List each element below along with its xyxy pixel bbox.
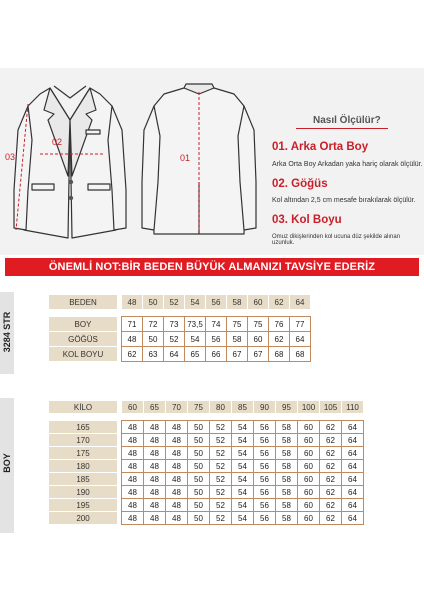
value-cell: 48 xyxy=(122,332,143,347)
size-cell: 48 xyxy=(122,460,144,473)
size-cell: 60 xyxy=(298,486,320,499)
size-cell: 64 xyxy=(342,473,364,486)
size-cell: 48 xyxy=(122,499,144,512)
size-cell: 50 xyxy=(188,434,210,447)
size-cell: 50 xyxy=(188,486,210,499)
size-cell: 48 xyxy=(166,499,188,512)
weight-header-row xyxy=(49,401,364,414)
size-cell: 56 xyxy=(254,486,276,499)
sleeve-title: 03. Kol Boyu xyxy=(272,214,342,226)
table-row xyxy=(49,434,364,447)
back-length-desc: Arka Orta Boy Arkadan yaka hariç olarak ölçülür. xyxy=(272,161,423,168)
table-row xyxy=(49,473,364,486)
size-cell: 50 xyxy=(188,460,210,473)
size-cell: 48 xyxy=(166,421,188,434)
height-row-label: 180 xyxy=(49,460,118,473)
value-cell: 56 xyxy=(206,332,227,347)
size-table-sidebar xyxy=(0,292,14,374)
front-jacket-illustration xyxy=(10,80,130,252)
size-cell: 54 xyxy=(232,434,254,447)
size-cell: 52 xyxy=(210,499,232,512)
value-cell: 76 xyxy=(269,317,290,332)
table-row xyxy=(49,317,311,332)
size-header-cell: 58 xyxy=(227,295,248,310)
size-cell: 50 xyxy=(188,512,210,525)
value-cell: 68 xyxy=(269,347,290,362)
size-cell: 56 xyxy=(254,421,276,434)
size-cell: 52 xyxy=(210,460,232,473)
size-cell: 58 xyxy=(276,499,298,512)
size-cell: 52 xyxy=(210,447,232,460)
weight-header-cell: 70 xyxy=(166,401,188,414)
size-cell: 58 xyxy=(276,434,298,447)
size-header-cell: 52 xyxy=(164,295,185,310)
size-cell: 50 xyxy=(188,421,210,434)
size-cell: 58 xyxy=(276,421,298,434)
table-row xyxy=(49,347,311,362)
value-cell: 73,5 xyxy=(185,317,206,332)
weight-header-cell: 80 xyxy=(210,401,232,414)
value-cell: 64 xyxy=(164,347,185,362)
size-cell: 48 xyxy=(144,421,166,434)
size-cell: 62 xyxy=(320,460,342,473)
size-cell: 48 xyxy=(122,421,144,434)
size-cell: 62 xyxy=(320,447,342,460)
size-cell: 60 xyxy=(298,473,320,486)
size-cell: 60 xyxy=(298,460,320,473)
chest-desc: Kol altından 2,5 cm mesafe bırakılarak ölçülür. xyxy=(272,197,416,204)
size-cell: 64 xyxy=(342,512,364,525)
size-cell: 48 xyxy=(166,473,188,486)
height-row-label: 200 xyxy=(49,512,118,525)
size-header-row xyxy=(49,295,311,310)
size-cell: 54 xyxy=(232,473,254,486)
size-cell: 54 xyxy=(232,486,254,499)
size-cell: 62 xyxy=(320,499,342,512)
size-cell: 62 xyxy=(320,434,342,447)
size-cell: 56 xyxy=(254,499,276,512)
size-cell: 54 xyxy=(232,460,254,473)
size-header-cell: 56 xyxy=(206,295,227,310)
size-cell: 54 xyxy=(232,447,254,460)
value-cell: 54 xyxy=(185,332,206,347)
size-cell: 48 xyxy=(166,460,188,473)
size-cell: 48 xyxy=(144,460,166,473)
value-cell: 67 xyxy=(227,347,248,362)
weight-table xyxy=(48,400,364,525)
weight-header-label: KİLO xyxy=(49,401,118,414)
value-cell: 72 xyxy=(143,317,164,332)
size-cell: 62 xyxy=(320,473,342,486)
size-cell: 64 xyxy=(342,499,364,512)
weight-header-cell: 90 xyxy=(254,401,276,414)
size-header-cell: 64 xyxy=(290,295,311,310)
size-cell: 56 xyxy=(254,460,276,473)
value-cell: 64 xyxy=(290,332,311,347)
size-cell: 54 xyxy=(232,421,254,434)
value-cell: 50 xyxy=(143,332,164,347)
size-cell: 50 xyxy=(188,499,210,512)
size-cell: 56 xyxy=(254,447,276,460)
weight-header-cell: 85 xyxy=(232,401,254,414)
size-cell: 58 xyxy=(276,473,298,486)
value-cell: 60 xyxy=(248,332,269,347)
height-row-label: 185 xyxy=(49,473,118,486)
value-cell: 77 xyxy=(290,317,311,332)
size-cell: 48 xyxy=(144,512,166,525)
value-cell: 68 xyxy=(290,347,311,362)
size-cell: 48 xyxy=(122,486,144,499)
row-label: BOY xyxy=(49,317,118,332)
size-header-cell: 50 xyxy=(143,295,164,310)
size-cell: 48 xyxy=(122,434,144,447)
size-cell: 48 xyxy=(166,512,188,525)
table-row xyxy=(49,447,364,460)
value-cell: 52 xyxy=(164,332,185,347)
value-cell: 75 xyxy=(227,317,248,332)
size-cell: 56 xyxy=(254,473,276,486)
table-row xyxy=(49,512,364,525)
size-cell: 60 xyxy=(298,434,320,447)
back-length-label: 01 xyxy=(180,153,191,163)
size-cell: 64 xyxy=(342,460,364,473)
table-row xyxy=(49,460,364,473)
size-cell: 52 xyxy=(210,486,232,499)
size-cell: 62 xyxy=(320,486,342,499)
size-cell: 60 xyxy=(298,499,320,512)
back-length-title: 01. Arka Orta Boy xyxy=(272,141,369,153)
size-cell: 64 xyxy=(342,486,364,499)
value-cell: 62 xyxy=(122,347,143,362)
height-row-label: 165 xyxy=(49,421,118,434)
how-to-measure-heading: Nasıl Ölçülür? xyxy=(313,115,381,126)
size-cell: 48 xyxy=(166,447,188,460)
value-cell: 58 xyxy=(227,332,248,347)
back-jacket-illustration xyxy=(140,82,258,242)
size-cell: 54 xyxy=(232,499,254,512)
weight-header-cell: 60 xyxy=(122,401,144,414)
height-row-label: 170 xyxy=(49,434,118,447)
value-cell: 75 xyxy=(248,317,269,332)
size-cell: 54 xyxy=(232,512,254,525)
size-cell: 56 xyxy=(254,512,276,525)
size-cell: 50 xyxy=(188,473,210,486)
chest-measure-label: 02 xyxy=(52,137,63,147)
size-cell: 56 xyxy=(254,434,276,447)
weight-header-cell: 65 xyxy=(144,401,166,414)
weight-header-cell: 75 xyxy=(188,401,210,414)
weight-header-cell: 110 xyxy=(342,401,364,414)
value-cell: 63 xyxy=(143,347,164,362)
size-cell: 62 xyxy=(320,512,342,525)
value-cell: 65 xyxy=(185,347,206,362)
height-row-label: 190 xyxy=(49,486,118,499)
size-header-cell: 62 xyxy=(269,295,290,310)
size-header-cell: 54 xyxy=(185,295,206,310)
weight-header-cell: 105 xyxy=(320,401,342,414)
value-cell: 66 xyxy=(206,347,227,362)
size-cell: 48 xyxy=(122,512,144,525)
value-cell: 74 xyxy=(206,317,227,332)
size-cell: 48 xyxy=(166,486,188,499)
size-cell: 50 xyxy=(188,447,210,460)
sleeve-measure-label: 03 xyxy=(5,152,16,162)
heading-underline xyxy=(296,128,388,129)
value-cell: 71 xyxy=(122,317,143,332)
size-cell: 60 xyxy=(298,512,320,525)
size-cell: 64 xyxy=(342,421,364,434)
value-cell: 67 xyxy=(248,347,269,362)
size-cell: 64 xyxy=(342,434,364,447)
size-header-cell: 48 xyxy=(122,295,143,310)
size-cell: 52 xyxy=(210,473,232,486)
weight-header-cell: 100 xyxy=(298,401,320,414)
size-cell: 48 xyxy=(144,473,166,486)
table-row xyxy=(49,486,364,499)
row-label: KOL BOYU xyxy=(49,347,118,362)
row-label: GÖĞÜS xyxy=(49,332,118,347)
size-header-cell: 60 xyxy=(248,295,269,310)
size-cell: 52 xyxy=(210,421,232,434)
size-cell: 48 xyxy=(166,434,188,447)
height-row-label: 195 xyxy=(49,499,118,512)
weight-header-cell: 95 xyxy=(276,401,298,414)
chest-title: 02. Göğüs xyxy=(272,178,328,190)
size-cell: 52 xyxy=(210,434,232,447)
size-cell: 58 xyxy=(276,486,298,499)
size-cell: 58 xyxy=(276,512,298,525)
height-axis-label: BOY xyxy=(2,453,12,473)
value-cell: 62 xyxy=(269,332,290,347)
size-cell: 62 xyxy=(320,421,342,434)
size-cell: 60 xyxy=(298,421,320,434)
size-cell: 48 xyxy=(144,434,166,447)
size-cell: 58 xyxy=(276,460,298,473)
model-code-label: 3284 STR xyxy=(2,311,12,353)
size-cell: 48 xyxy=(144,447,166,460)
size-table xyxy=(48,294,311,362)
size-cell: 64 xyxy=(342,447,364,460)
size-header-label: BEDEN xyxy=(49,295,118,310)
sleeve-desc: Omuz dikişlerinden kol ucuna düz şekilde alınan uzunluk. xyxy=(272,234,401,246)
size-cell: 48 xyxy=(144,486,166,499)
table-row xyxy=(49,421,364,434)
size-cell: 48 xyxy=(122,473,144,486)
size-cell: 48 xyxy=(122,447,144,460)
size-cell: 52 xyxy=(210,512,232,525)
important-note-banner: ÖNEMLİ NOT:BİR BEDEN BÜYÜK ALMANIZI TAVSİYE EDERİZ xyxy=(5,258,419,276)
table-row xyxy=(49,332,311,347)
size-cell: 48 xyxy=(144,499,166,512)
weight-table-sidebar xyxy=(0,398,14,533)
table-row xyxy=(49,499,364,512)
height-row-label: 175 xyxy=(49,447,118,460)
value-cell: 73 xyxy=(164,317,185,332)
size-cell: 58 xyxy=(276,447,298,460)
size-cell: 60 xyxy=(298,447,320,460)
